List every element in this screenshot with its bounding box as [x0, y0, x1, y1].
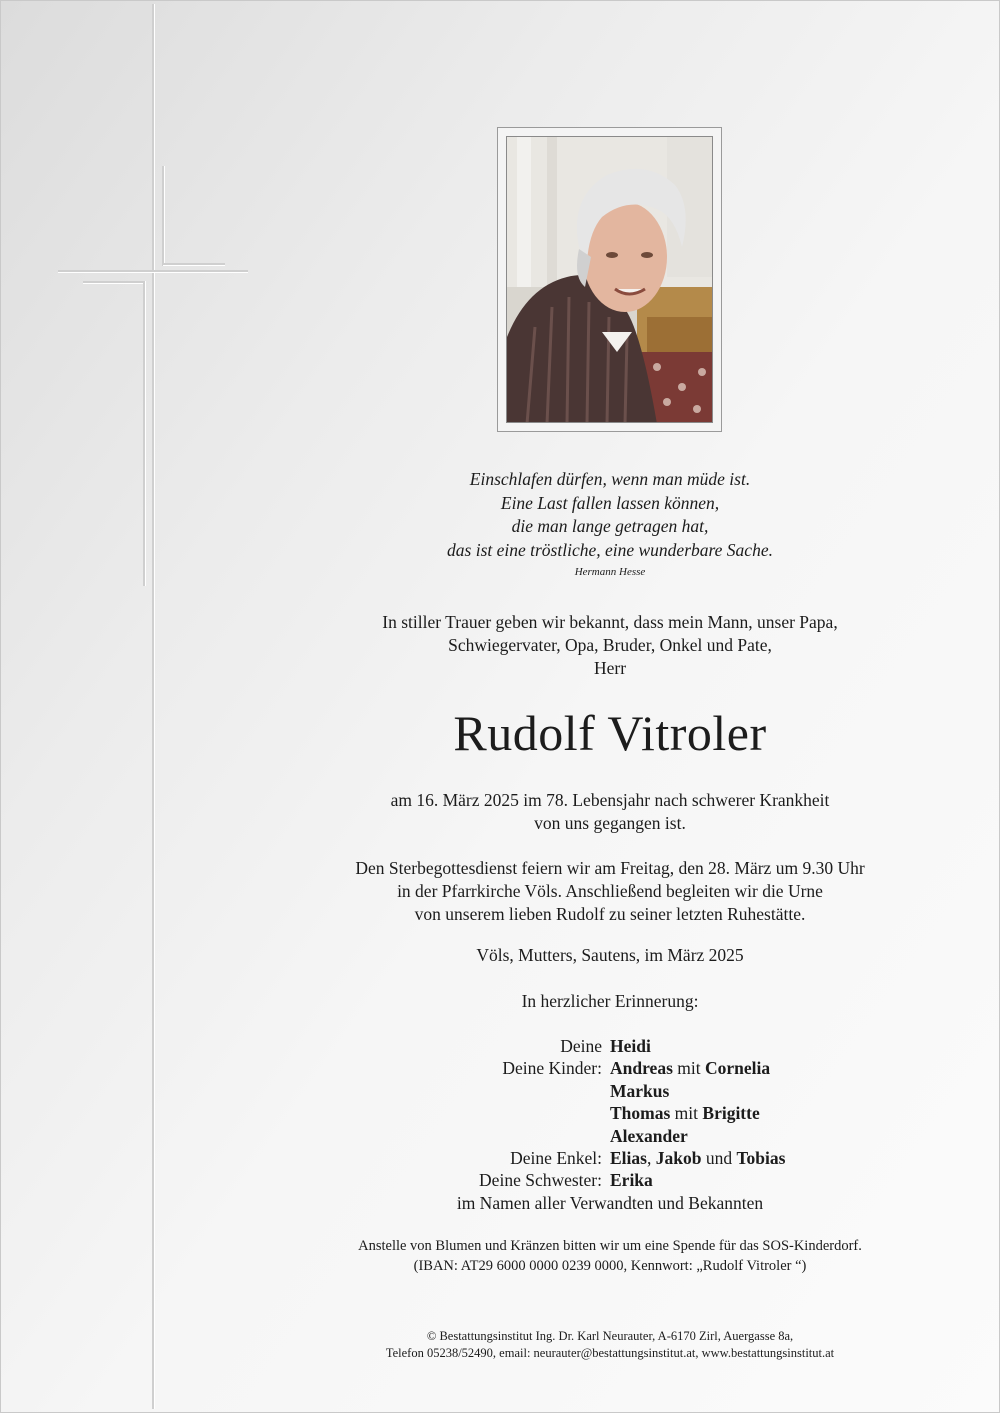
mourner-row [300, 1125, 920, 1147]
funeral-home-footer [300, 1328, 920, 1362]
footer-line: © Bestattungsinstitut Ing. Dr. Karl Neurauter, A-6170 Zirl, Auergasse 8a, [426, 1329, 794, 1343]
donation-request [300, 1237, 920, 1276]
mourner-connector: mit [672, 1058, 705, 1079]
place-and-date: Völs, Mutters, Sautens, im März 2025 [476, 945, 744, 965]
poem-line: Eine Last fallen lassen können, [500, 492, 720, 513]
cross-upper-vertical-line [162, 166, 164, 266]
cross-lower-horizontal-line [83, 281, 145, 283]
mourner-row [300, 1102, 920, 1124]
mourner-name: Brigitte [702, 1103, 760, 1124]
deceased-name: Rudolf Vitroler [453, 705, 767, 761]
portrait-frame [497, 127, 722, 432]
mourner-connector: und [701, 1148, 737, 1169]
mourner-name: Alexander [610, 1125, 688, 1146]
mourner-name: Cornelia [704, 1058, 771, 1079]
mourner-names [610, 1147, 920, 1169]
mourner-names [610, 1102, 920, 1124]
mourner-name: Tobias [736, 1148, 786, 1169]
poem [300, 468, 920, 562]
intro-line: Herr [593, 658, 627, 678]
death-notice-line: am 16. März 2025 im 78. Lebensjahr nach schwerer Krankheit [390, 790, 830, 810]
mourner-names [610, 1057, 920, 1079]
mourner-names [610, 1125, 920, 1147]
service-line: von unserem lieben Rudolf zu seiner letzten Ruhestätte. [414, 904, 806, 924]
poem-line: Einschlafen dürfen, wenn man müde ist. [469, 469, 751, 489]
cross-lower-vertical-line [143, 281, 145, 586]
mourner-name: Jakob [655, 1148, 702, 1169]
mourner-row [300, 1080, 920, 1102]
service-info [300, 857, 920, 926]
mourners-list [300, 1035, 920, 1214]
mourner-name: Andreas [610, 1058, 673, 1079]
poem-author: Hermann Hesse [574, 566, 646, 578]
donation-line: Anstelle von Blumen und Kränzen bitten wir um eine Spende für das SOS-Kinderdorf. [358, 1238, 862, 1254]
mourner-names [610, 1035, 920, 1057]
mourner-name: Heidi [610, 1036, 651, 1056]
announcement-intro [300, 611, 920, 680]
mourner-name: Erika [610, 1170, 653, 1191]
mourner-label: Deine [560, 1036, 602, 1056]
remembrance-heading: In herzlicher Erinnerung: [521, 991, 699, 1011]
mourner-label [300, 1125, 610, 1147]
intro-line: Schwiegervater, Opa, Bruder, Onkel und Pate, [448, 635, 772, 655]
death-notice [300, 789, 920, 835]
mourner-names [610, 1080, 920, 1102]
donation-line: (IBAN: AT29 6000 0000 0239 0000, Kennwort: „Rudolf Vitroler “) [413, 1257, 807, 1274]
footer-line: Telefon 05238/52490, email: neurauter@bestattungsinstitut.at, www.bestattungsinstitut.at [385, 1346, 835, 1360]
cross-upper-horizontal-line [163, 263, 225, 265]
mourners-closing: im Namen aller Verwandten und Bekannten [456, 1192, 764, 1213]
portrait-photo [506, 136, 713, 423]
mourner-name: Thomas [610, 1103, 671, 1124]
mourner-label: Deine Kinder: [502, 1058, 602, 1079]
poem-line: das ist eine tröstliche, eine wunderbare Sache. [447, 539, 773, 560]
mourner-name: Elias [610, 1148, 647, 1169]
mourner-label: Deine Schwester: [479, 1170, 602, 1191]
service-line: in der Pfarrkirche Völs. Anschließend begleiten wir die Urne [397, 881, 823, 901]
mourner-row [300, 1035, 920, 1057]
mourner-label [300, 1102, 610, 1124]
service-line: Den Sterbegottesdienst feiern wir am Freitag, den 28. März um 9.30 Uhr [355, 858, 865, 878]
mourner-label [300, 1080, 610, 1102]
cross-long-horizontal-line [58, 270, 248, 272]
mourner-label: Deine Enkel: [510, 1148, 602, 1169]
mourner-connector: , [646, 1148, 656, 1169]
mourner-row [300, 1057, 920, 1079]
mourner-names [610, 1169, 920, 1191]
mourner-connector: mit [670, 1103, 703, 1124]
death-notice-line: von uns gegangen ist. [534, 813, 686, 833]
poem-line: die man lange getragen hat, [511, 516, 709, 536]
decorative-vertical-line [152, 4, 154, 1409]
mourner-row [300, 1147, 920, 1169]
intro-line: In stiller Trauer geben wir bekannt, dass mein Mann, unser Papa, [382, 612, 838, 632]
mourner-row [300, 1169, 920, 1191]
mourner-name: Markus [610, 1080, 670, 1101]
